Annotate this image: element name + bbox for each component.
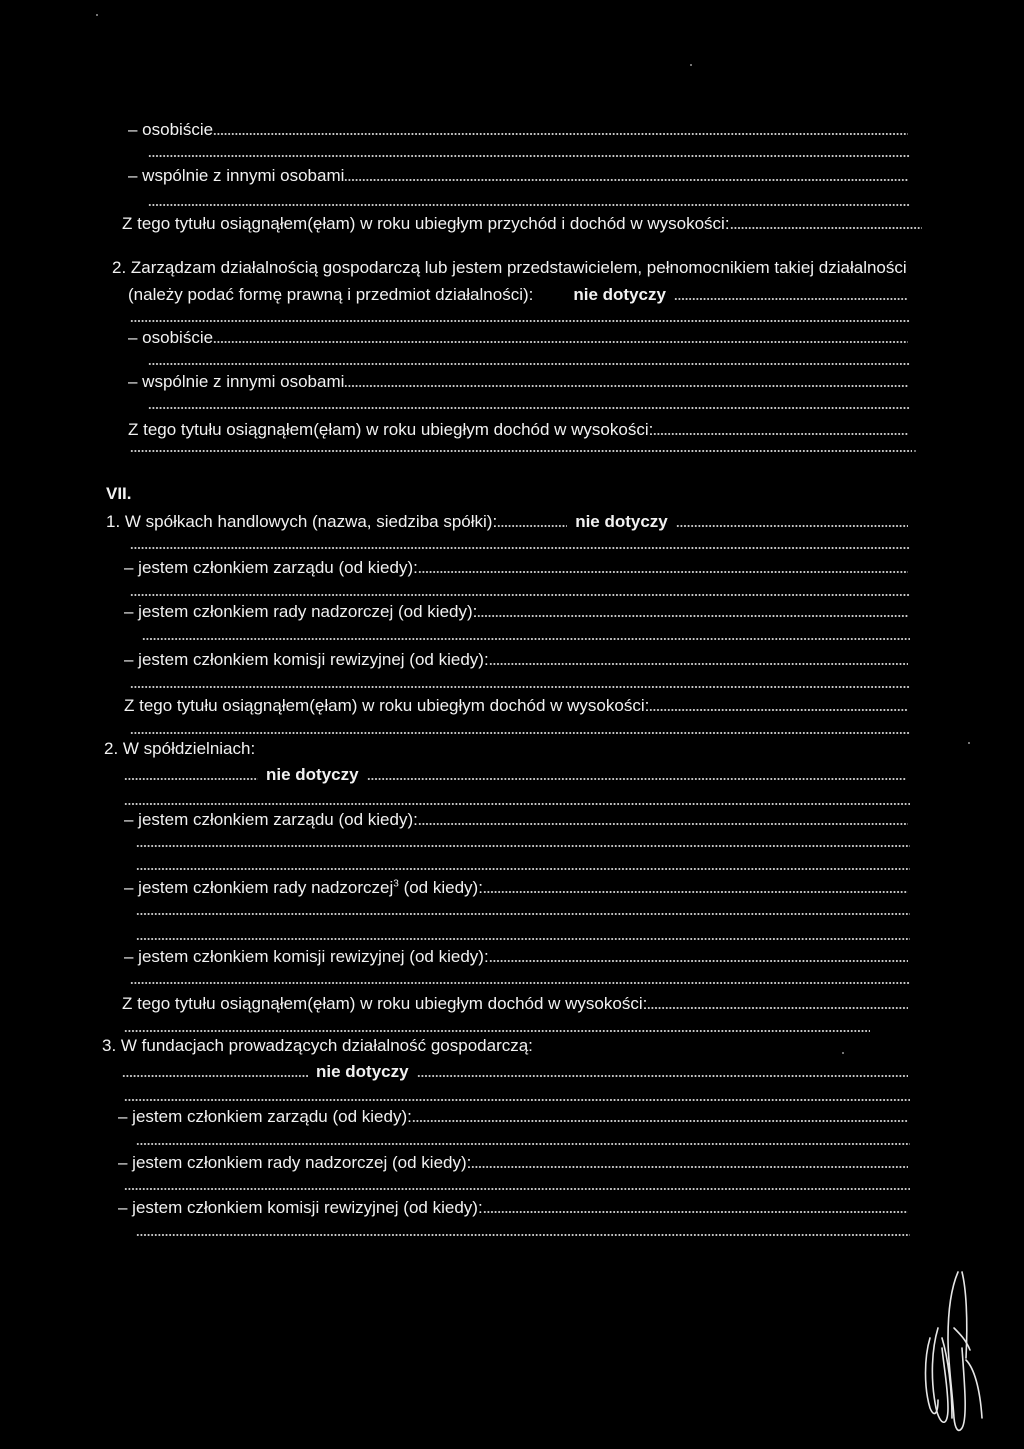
- vi1-personally-field: [213, 131, 908, 137]
- vi2-line1: [112, 256, 924, 280]
- vii3-board-field: [412, 1118, 908, 1124]
- vii3-audit-line: [118, 1196, 908, 1220]
- vii2-board-line: [124, 808, 908, 832]
- vii3-board-continuation: [136, 1141, 910, 1147]
- scan-speck: [914, 450, 916, 452]
- vii3-supervisory-line: [118, 1151, 908, 1175]
- vi2-personally-label: – osobiście: [128, 328, 214, 347]
- vi2-income-label: Z tego tytułu osiągnąłem(ęłam) w roku ubiegłym dochód w wysokości:: [128, 420, 654, 439]
- vi2-personally-line: [128, 326, 908, 350]
- vii3-foundations-line: [102, 1034, 582, 1058]
- vii2-board-continuation-2: [136, 866, 910, 872]
- scan-speck: [690, 64, 692, 66]
- vi1-personally-continuation: [148, 153, 910, 159]
- vii1-board-line: [124, 556, 908, 580]
- vii1-companies-label: 1. W spółkach handlowych (nazwa, siedziba spółki):: [106, 512, 498, 531]
- vi2-jointly-label: – wspólnie z innymi osobami: [128, 372, 345, 391]
- vi1-jointly-continuation: [148, 202, 910, 208]
- vi2-personally-field: [213, 339, 908, 345]
- vii1-board-label: – jestem członkiem zarządu (od kiedy):: [124, 558, 418, 577]
- vi1-income-line: [122, 212, 922, 236]
- vii1-income-field: [649, 707, 908, 713]
- vii3-value-continuation: [124, 1097, 910, 1103]
- vii2-board-continuation-1: [136, 843, 910, 849]
- vii3-supervisory-label: – jestem członkiem rady nadzorczej (od kiedy):: [118, 1153, 472, 1172]
- vii1-supervisory-line: [124, 600, 908, 624]
- vi1-personally-label: – osobiście: [128, 120, 214, 139]
- vii2-income-field: [647, 1005, 908, 1011]
- vii2-supervisory-continuation-1: [136, 911, 910, 917]
- vii2-cooperatives-label: 2. W spółdzielniach:: [104, 739, 256, 758]
- vi2-label-line1: 2. Zarządzam działalnością gospodarczą lub jestem przedstawicielem, pełnomocnikiem takiej działalności: [112, 258, 907, 277]
- vi1-income-field: [730, 225, 922, 231]
- vii2-cooperatives-line: [104, 737, 304, 761]
- vi2-jointly-continuation: [148, 405, 910, 411]
- vii1-income-line: [124, 694, 908, 718]
- vii1-income-continuation: [130, 730, 910, 736]
- vii1-audit-field: [489, 661, 908, 667]
- vii1-audit-label: – jestem członkiem komisji rewizyjnej (od kiedy):: [124, 650, 489, 669]
- handwritten-initials: [918, 1268, 990, 1438]
- vii2-value: nie dotyczy: [266, 765, 359, 784]
- vii3-foundations-label: 3. W fundacjach prowadzących działalność gospodarczą:: [102, 1036, 533, 1055]
- vii1-companies-continuation: [130, 545, 910, 551]
- vi2-field: [674, 296, 908, 302]
- vi1-jointly-line: [128, 164, 908, 188]
- vi2-line2: [128, 283, 908, 307]
- vii2-audit-continuation: [130, 980, 910, 986]
- vi2-income-continuation: [130, 448, 912, 454]
- vii2-audit-field: [489, 958, 908, 964]
- vii2-value-continuation: [124, 801, 910, 807]
- vi2-jointly-field: [344, 383, 908, 389]
- vii1-companies-line: [106, 510, 908, 534]
- vii3-audit-label: – jestem członkiem komisji rewizyjnej (od kiedy):: [118, 1198, 483, 1217]
- vii3-audit-field: [483, 1209, 908, 1215]
- section-vii-heading: [106, 482, 166, 506]
- vii1-supervisory-continuation: [142, 636, 910, 642]
- vi2-label-line2: (należy podać formę prawną i przedmiot działalności):: [128, 285, 534, 304]
- vii3-audit-continuation: [136, 1232, 910, 1238]
- vi2-value: nie dotyczy: [573, 285, 666, 304]
- scan-speck: [96, 14, 98, 16]
- vi1-personally-line: [128, 118, 908, 142]
- vii2-supervisory-label: – jestem członkiem rady nadzorczej$^3$ (od kiedy):: [124, 878, 483, 897]
- vii3-board-line: [118, 1105, 908, 1129]
- vii1-board-field: [418, 569, 908, 575]
- vii2-income-label: Z tego tytułu osiągnąłem(ęłam) w roku ubiegłym dochód w wysokości:: [122, 994, 648, 1013]
- vi1-income-label: Z tego tytułu osiągnąłem(ęłam) w roku ubiegłym przychód i dochód w wysokości:: [122, 214, 730, 233]
- vi1-jointly-label: – wspólnie z innymi osobami: [128, 166, 345, 185]
- vi2-continuation: [130, 318, 910, 324]
- vii2-supervisory-continuation-2: [136, 936, 910, 942]
- vi1-jointly-field: [344, 177, 908, 183]
- vii2-supervisory-field: [483, 889, 908, 895]
- vi2-personally-continuation: [148, 361, 910, 367]
- vii2-supervisory-line: [124, 876, 908, 900]
- vi2-jointly-line: [128, 370, 908, 394]
- vii2-audit-label: – jestem członkiem komisji rewizyjnej (od kiedy):: [124, 947, 489, 966]
- vii2-board-label: – jestem członkiem zarządu (od kiedy):: [124, 810, 418, 829]
- vii3-value-line: [122, 1060, 908, 1084]
- scan-speck: [842, 1052, 844, 1054]
- vii2-value-field: [367, 776, 906, 782]
- vii1-income-label: Z tego tytułu osiągnąłem(ęłam) w roku ubiegłym dochód w wysokości:: [124, 696, 650, 715]
- vii3-board-label: – jestem członkiem zarządu (od kiedy):: [118, 1107, 412, 1126]
- vii1-supervisory-label: – jestem członkiem rady nadzorczej (od kiedy):: [124, 602, 478, 621]
- vii1-companies-field: [676, 523, 908, 529]
- vi2-income-field: [653, 431, 908, 437]
- section-vii-heading-text: VII.: [106, 484, 132, 503]
- vii2-board-field: [418, 821, 908, 827]
- vii1-board-continuation: [130, 592, 910, 598]
- vii1-audit-continuation: [130, 684, 910, 690]
- vii1-companies-value: nie dotyczy: [575, 512, 668, 531]
- vii1-supervisory-field: [477, 613, 908, 619]
- scan-speck: [968, 742, 970, 744]
- vii1-audit-line: [124, 648, 908, 672]
- vii2-income-line: [122, 992, 908, 1016]
- vii2-value-line: [124, 763, 906, 787]
- vii2-audit-line: [124, 945, 908, 969]
- vii3-value: nie dotyczy: [316, 1062, 409, 1081]
- vi2-income-line: [128, 418, 908, 442]
- vii3-supervisory-field: [471, 1164, 908, 1170]
- vii3-value-field: [417, 1073, 908, 1079]
- vii3-supervisory-continuation: [124, 1186, 910, 1192]
